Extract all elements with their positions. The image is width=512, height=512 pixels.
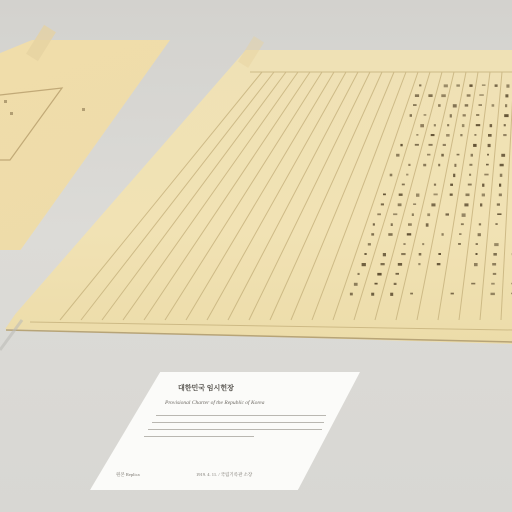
- character-stroke: [499, 194, 502, 197]
- character-stroke: [494, 243, 498, 246]
- character-stroke: [423, 164, 426, 167]
- character-stroke: [377, 273, 381, 276]
- character-stroke: [371, 293, 374, 296]
- character-stroke: [499, 184, 501, 187]
- character-stroke: [431, 203, 435, 206]
- character-stroke: [474, 263, 478, 266]
- character-stroke: [441, 94, 446, 97]
- character-stroke: [406, 174, 408, 176]
- character-stroke: [443, 144, 446, 146]
- character-stroke: [412, 213, 414, 216]
- character-stroke: [476, 253, 478, 255]
- ruled-column-line: [165, 72, 322, 320]
- character-stroke: [446, 213, 450, 215]
- character-stroke: [501, 154, 505, 157]
- character-stroke: [488, 144, 491, 147]
- character-stroke: [476, 124, 480, 126]
- character-stroke: [410, 114, 412, 117]
- character-stroke: [497, 203, 500, 205]
- character-stroke: [480, 203, 482, 206]
- character-stroke: [453, 174, 455, 177]
- label-body-line: [144, 436, 254, 437]
- character-stroke: [504, 124, 506, 126]
- character-stroke: [459, 233, 461, 235]
- character-stroke: [438, 104, 441, 107]
- character-stroke: [479, 223, 481, 225]
- character-stroke: [462, 124, 465, 127]
- character-stroke: [484, 174, 488, 176]
- character-stroke: [493, 253, 497, 256]
- character-stroke: [400, 144, 402, 146]
- character-stroke: [454, 164, 456, 167]
- character-stroke: [424, 114, 427, 116]
- character-stroke: [415, 94, 419, 97]
- character-stroke: [438, 164, 440, 167]
- character-stroke: [464, 203, 468, 206]
- character-stroke: [451, 293, 454, 295]
- character-stroke: [381, 203, 384, 205]
- character-stroke: [364, 253, 366, 255]
- character-stroke: [446, 134, 450, 137]
- character-stroke: [482, 194, 485, 197]
- character-stroke: [383, 253, 386, 256]
- character-stroke: [441, 154, 444, 157]
- character-stroke: [487, 154, 489, 156]
- ruled-column-line: [291, 72, 394, 320]
- character-stroke: [491, 283, 495, 285]
- character-stroke: [469, 174, 471, 176]
- sheet-bottom-edge: [6, 330, 512, 342]
- character-stroke: [504, 114, 508, 117]
- character-stroke: [458, 243, 461, 245]
- character-stroke: [456, 84, 460, 86]
- character-stroke: [401, 253, 405, 255]
- character-stroke: [413, 203, 416, 205]
- character-stroke: [375, 283, 378, 285]
- character-stroke: [427, 213, 430, 216]
- left-document-frame: [0, 88, 62, 160]
- character-stroke: [437, 263, 441, 265]
- character-stroke: [488, 134, 492, 137]
- character-stroke: [362, 263, 366, 266]
- label-footer-left: 원본 Replica: [116, 472, 140, 477]
- character-stroke: [492, 263, 496, 266]
- character-stroke: [442, 233, 444, 236]
- ruled-column-line: [102, 72, 286, 320]
- ruled-column-line: [249, 72, 370, 320]
- label-subtitle: Provisional Charter of the Republic of Korea: [165, 400, 265, 406]
- character-stroke: [457, 154, 460, 156]
- character-stroke: [506, 84, 509, 87]
- character-stroke: [444, 84, 448, 87]
- character-stroke: [393, 213, 397, 215]
- character-stroke: [479, 94, 484, 96]
- character-stroke: [468, 184, 472, 186]
- ruled-column-line: [186, 72, 334, 320]
- character-stroke: [419, 253, 422, 256]
- character-stroke: [469, 164, 472, 166]
- character-stroke: [474, 134, 476, 136]
- character-stroke: [453, 104, 457, 107]
- character-stroke: [396, 154, 399, 157]
- character-stroke: [371, 233, 374, 235]
- character-stroke: [416, 194, 419, 197]
- character-stroke: [495, 84, 498, 87]
- character-stroke: [463, 114, 466, 116]
- character-stroke: [471, 154, 473, 157]
- ruled-column-line: [123, 72, 298, 320]
- ruled-column-line: [375, 72, 442, 320]
- character-stroke: [398, 203, 402, 206]
- character-stroke: [460, 134, 462, 136]
- character-stroke: [426, 223, 429, 226]
- character-stroke: [434, 184, 436, 186]
- character-stroke: [390, 174, 393, 177]
- character-stroke: [413, 104, 417, 106]
- character-stroke: [462, 213, 466, 217]
- ruled-column-line: [81, 72, 274, 320]
- character-stroke: [354, 283, 358, 286]
- character-stroke: [500, 174, 503, 177]
- character-stroke: [486, 164, 489, 166]
- character-stroke: [505, 94, 508, 97]
- ruled-border-line: [30, 322, 512, 330]
- sheet-shadow: [0, 320, 22, 350]
- character-stroke: [415, 144, 419, 146]
- character-stroke: [461, 223, 464, 225]
- character-stroke: [427, 154, 430, 156]
- character-stroke: [402, 184, 405, 186]
- character-stroke: [403, 243, 405, 245]
- character-stroke: [503, 134, 506, 136]
- label-body-line: [152, 422, 324, 423]
- ruled-column-line: [228, 72, 358, 320]
- character-stroke: [418, 263, 420, 265]
- character-stroke: [492, 104, 495, 107]
- character-stroke: [471, 283, 475, 285]
- ruled-column-line: [501, 72, 512, 320]
- character-stroke: [438, 253, 441, 255]
- character-stroke: [358, 273, 360, 275]
- ruled-column-line: [417, 72, 466, 320]
- character-stroke: [495, 223, 497, 225]
- character-stroke: [497, 213, 501, 215]
- character-stroke: [383, 194, 386, 196]
- character-stroke: [473, 144, 477, 147]
- character-stroke: [500, 164, 504, 167]
- character-stroke: [416, 134, 418, 136]
- ruled-column-line: [144, 72, 310, 320]
- ruled-column-line: [207, 72, 346, 320]
- character-stroke: [407, 233, 411, 235]
- character-stroke: [373, 223, 375, 225]
- character-stroke: [390, 293, 393, 296]
- character-stroke: [434, 194, 438, 196]
- character-stroke: [450, 114, 452, 117]
- character-stroke: [479, 104, 483, 106]
- character-stroke: [447, 124, 449, 126]
- character-stroke: [396, 273, 400, 275]
- character-stroke: [476, 243, 478, 245]
- character-stroke: [422, 243, 424, 245]
- character-stroke: [381, 263, 385, 265]
- label-body-line: [156, 415, 326, 416]
- character-stroke: [478, 233, 481, 236]
- character-stroke: [391, 223, 393, 226]
- character-stroke: [450, 184, 453, 186]
- character-stroke: [388, 233, 392, 236]
- character-stroke: [368, 243, 371, 245]
- ruled-column-line: [60, 72, 262, 320]
- character-stroke: [466, 194, 470, 197]
- character-stroke: [493, 273, 496, 275]
- character-stroke: [431, 134, 435, 136]
- character-stroke: [377, 213, 381, 215]
- handwritten-text: [350, 84, 512, 296]
- character-stroke: [419, 84, 421, 86]
- character-stroke: [420, 124, 424, 127]
- character-stroke: [428, 94, 432, 97]
- label-footer-right: 1919. 4. 11. / 국립기록관 소장: [196, 472, 253, 477]
- character-stroke: [434, 124, 436, 126]
- character-stroke: [408, 164, 410, 166]
- character-stroke: [490, 124, 493, 127]
- character-stroke: [469, 84, 472, 87]
- ruled-column-line: [396, 72, 454, 320]
- character-stroke: [505, 104, 507, 107]
- character-stroke: [491, 293, 495, 295]
- character-stroke: [467, 94, 471, 96]
- character-stroke: [410, 293, 413, 295]
- character-stroke: [450, 194, 453, 196]
- character-stroke: [399, 194, 403, 196]
- character-stroke: [408, 223, 412, 226]
- character-stroke: [476, 114, 479, 116]
- ruled-columns: [30, 72, 512, 330]
- label-body-line: [148, 429, 322, 430]
- character-stroke: [394, 283, 397, 285]
- character-stroke: [398, 263, 402, 266]
- character-stroke: [482, 184, 484, 187]
- character-stroke: [465, 104, 469, 106]
- character-stroke: [482, 84, 486, 86]
- label-title: 대한민국 임시헌장: [178, 384, 234, 392]
- character-stroke: [350, 293, 353, 296]
- character-stroke: [429, 144, 433, 146]
